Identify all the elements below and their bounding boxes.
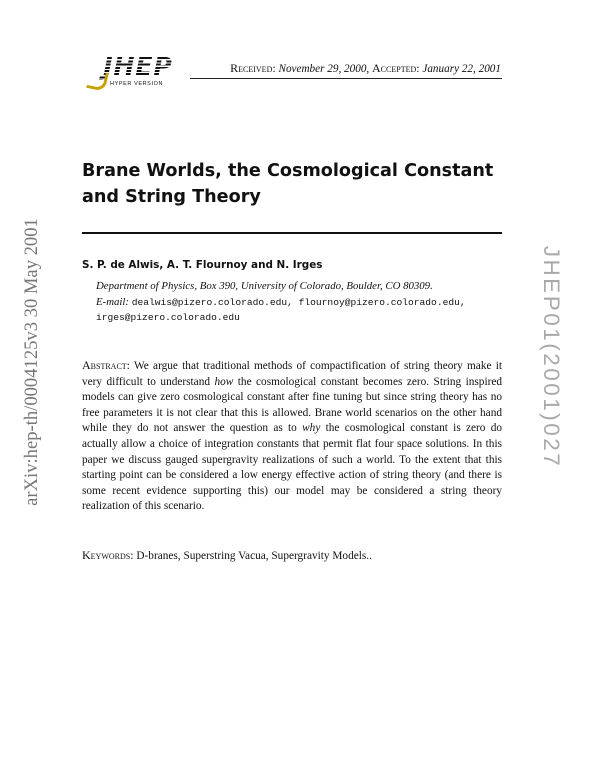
accepted-date: January 22, 2001: [422, 63, 501, 75]
affiliation-block: [96, 279, 506, 326]
keywords-label: Keywords:: [82, 548, 134, 562]
keywords-text: D-branes, Superstring Vacua, Supergravity Models..: [136, 550, 372, 562]
abstract-text-1: We argue that traditional methods of compactification of string theory make it very difficult to understand: [82, 360, 502, 388]
email-addresses[interactable]: dealwis@pizero.colorado.edu, flournoy@pizero.colorado.edu,: [131, 296, 466, 308]
author-list: S. P. de Alwis, A. T. Flournoy and N. Irges: [82, 259, 323, 271]
jhep-logo-text: JHEP: [82, 54, 194, 80]
jhep-logo-hook-icon: [86, 69, 109, 92]
email-label: E-mail:: [96, 295, 129, 308]
arxiv-identifier-sidebar: arXiv:hep-th/0004125v3 30 May 2001: [21, 218, 42, 506]
abstract-emph-why: why: [302, 422, 321, 435]
email-line: [96, 295, 506, 311]
abstract-text-2: the cosmological constant becomes zero. String inspired models can give zero cosmological constant after fine tuning but since string theory has no free parameters it is not clear that this is allowed. Brane world scenarios on the other hand while they do not answer the question as to: [82, 375, 503, 435]
jhep-citation-sidebar: JHEP01(2001)027: [539, 245, 564, 469]
abstract-emph-how: how: [214, 375, 234, 388]
department: Department of Physics, Box 390, University of Colorado, Boulder, CO 80309.: [96, 280, 433, 292]
accepted-label: Accepted:: [372, 61, 420, 75]
paper-title: Brane Worlds, the Cosmological Constant and String Theory: [82, 161, 494, 207]
received-date: November 29, 2000,: [278, 63, 370, 75]
title-rule: [82, 232, 502, 234]
received-label: Received:: [230, 61, 276, 75]
jhep-logo-subtitle: HYPER VERSION: [110, 81, 164, 87]
email-addresses-continued[interactable]: irges@pizero.colorado.edu: [96, 312, 240, 323]
received-accepted-line: [205, 61, 501, 76]
keywords: [82, 548, 502, 565]
abstract-label: Abstract:: [82, 358, 131, 372]
header-rule: [190, 78, 502, 79]
jhep-logo: [82, 54, 194, 90]
abstract-text-3: the cosmological constant is zero do actually allow a choice of integration constants that permit flat four space solutions. In this paper we discuss gauged supergravity realizations of such a world. To the extent that this starting point can be considered a low energy effective action of string theory (and there is some recent evidence supporting this) our model may be considered a string theory realization of this scenario.: [82, 422, 503, 513]
abstract: [82, 358, 502, 515]
